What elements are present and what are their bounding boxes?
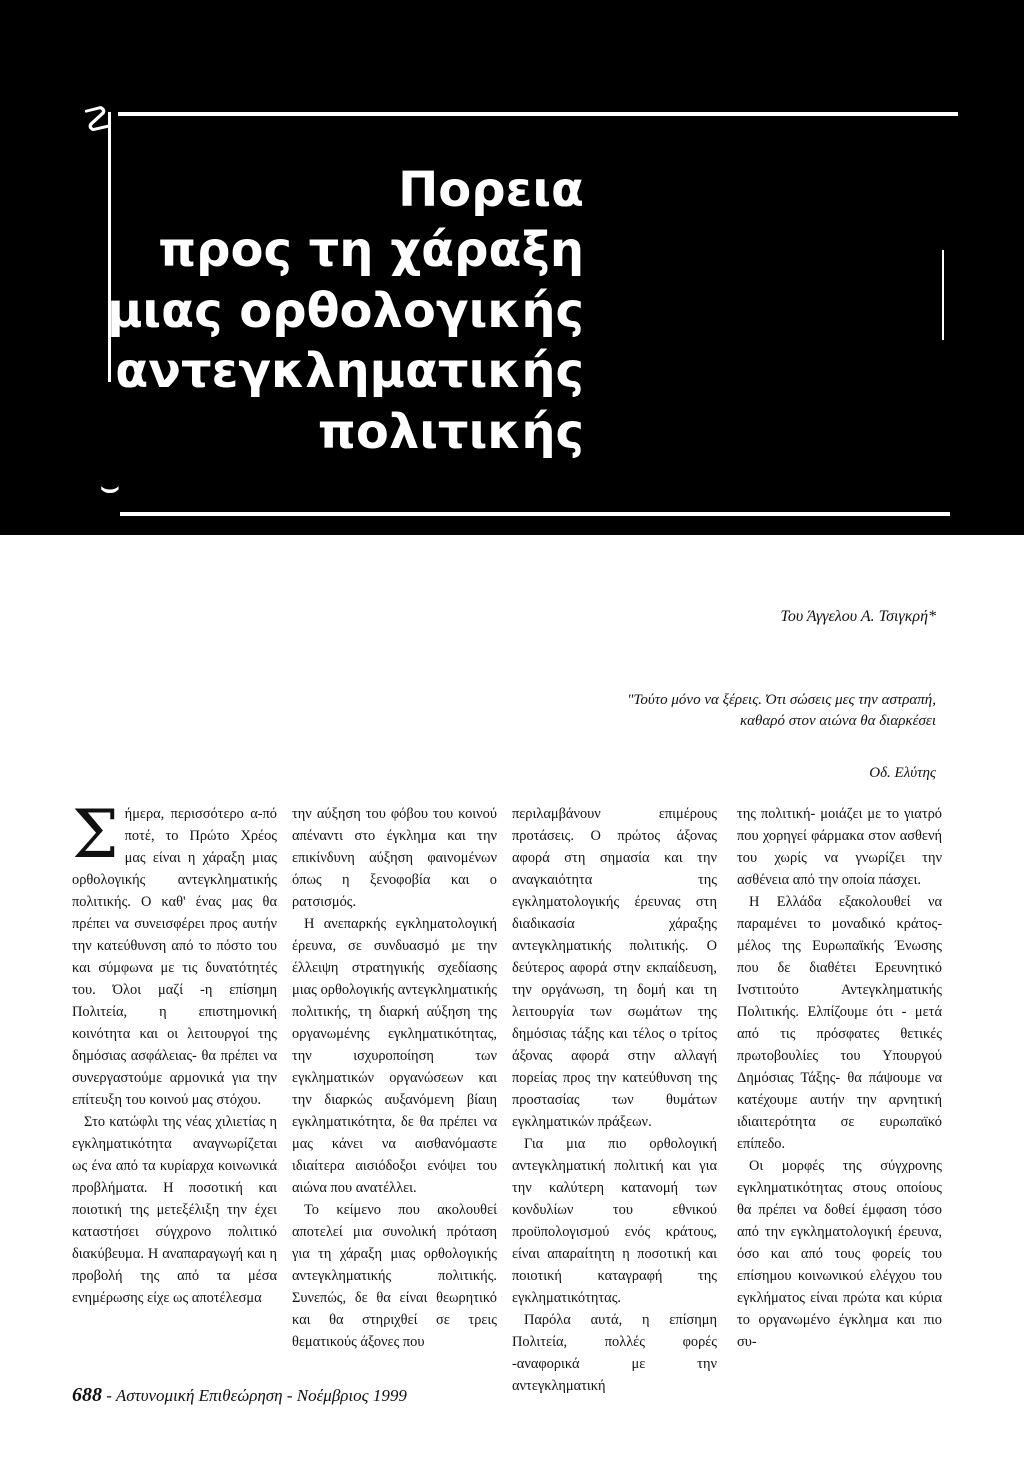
article-title: [107, 160, 584, 462]
text-column-2: [292, 803, 497, 1353]
dropcap: Σ: [72, 796, 119, 873]
title-line: μιας ορθολογικής: [107, 282, 584, 339]
paragraph: Για μια πιο ορθολογική αντεγκληματική πολιτική και για την καλύτερη κατανομή των κονδυλίων του εθνικού προϋπολογισμού ενός κράτους, είναι απαραίτητη η ποσοτική και ποιοτική καταγραφή της εγκληματικότητας.: [512, 1136, 717, 1306]
frame-line: [118, 112, 958, 116]
text-column-4: [737, 803, 942, 1353]
epigraph-quote: [627, 690, 936, 732]
paragraph: την αύξηση του φόβου του κοινού απέναντι στο έγκλημα και την επικίνδυνη αύξηση φαινομένων όπως η ξενοφοβία και ο ρατσισμός.: [292, 806, 497, 910]
page-footer: [72, 1384, 407, 1407]
author-byline: Του Άγγελου Α. Τσιγκρή*: [780, 608, 936, 625]
quote-line: καθαρό στον αιώνα θα διαρκέσει: [739, 713, 936, 729]
ornament-curl-icon: ⌣: [100, 470, 120, 505]
title-line: αντεγκληματικής: [115, 343, 584, 400]
quote-line: "Τούτο μόνο να ξέρεις. Ότι σώσεις μες την αστραπή,: [627, 692, 936, 708]
paragraph: περιλαμβάνουν επιμέρους προτάσεις. Ο πρώτος άξονας αφορά στη σημασία και την αναγκαιότητα της εγκληματολογικής έρευνας στη διαδικασία χάραξης αντεγκληματικής πολιτικής. Ο δεύτερος αφορά στην εκπαίδευση, την οργάνωση, τη δομή και τη λειτουργία των σωμάτων της δημόσιας τάξης και τέλος ο τρίτος άξονας αφορά στην αλλαγή πορείας προς την κατεύθυνση της προστασίας των θυμάτων εγκληματικών πράξεων.: [512, 806, 717, 1130]
paragraph: Παρόλα αυτά, η επίσημη Πολιτεία, πολλές φορές -αναφορικά με την αντεγκληματική: [512, 1312, 717, 1394]
text-column-3: [512, 803, 717, 1397]
paragraph: Η ανεπαρκής εγκληματολογική έρευνα, σε συνδυασμό με την έλλειψη στρατηγικής σχεδίασης μιας ορθολογικής αντεγκληματικής πολιτικής, τη διαρκή αύξηση της οργανωμένης εγκληματικότητας, την ισχυροποίηση των εγκληματικών οργανώσεων και την διαρκώς αυξανόμενη βίαιη εγκληματικότητα, δε θα πρέπει να μας κάνει να αισθανόμαστε ιδιαίτερα αισιόδοξοι ενόψει του αιώνα που ανατέλλει.: [292, 916, 497, 1196]
title-line: προς τη χάραξη: [158, 222, 584, 279]
page-number: 688: [72, 1384, 102, 1406]
ornament-curl-icon: ☡: [82, 100, 113, 140]
paragraph: ήμερα, περισσότερο α-πό ποτέ, το Πρώτο Χρέος μας είναι η χάραξη μιας ορθολογικής αντεγκληματικής πολιτικής. Ο καθ' ένας μας θα πρέπει να συνεισφέρει προς αυτήν την κατεύθυνση από το πόστο του και σύμφωνα με τις δυνατότητές του. Όλοι μαζί -η επίσημη Πολιτεία, η επιστημονική κοινότητα και οι λειτουργοί της δημόσιας ασφάλειας- θα πρέπει να συνεργαστούμε αρμονικά για την επίτευξη του κοινού μας στόχου.: [72, 806, 277, 1108]
title-line: πολιτικής: [317, 403, 584, 460]
paragraph: Οι μορφές της σύγχρονης εγκληματικότητας στους οποίους θα πρέπει να δοθεί έμφαση τόσο από την εγκληματολογική έρευνα, όσο και από τους φορείς του επίσημου κοινωνικού ελέγχου του εγκλήματος είναι πρώτα και κύρια το οργανωμένο έγκλημα και πιο συ-: [737, 1158, 942, 1350]
footer-text: - Αστυνομική Επιθεώρηση - Νοέμβριος 1999: [102, 1386, 407, 1405]
text-column-1: [72, 796, 277, 1309]
paragraph: της πολιτική- μοιάζει με το γιατρό που χορηγεί φάρμακα στον ασθενή του χωρίς να γνωρίζει την ασθένεια από την οποία πάσχει.: [737, 806, 942, 888]
title-banner: [0, 0, 1024, 535]
paragraph: Το κείμενο που ακολουθεί αποτελεί μια συνολική πρόταση για τη χάραξη μιας ορθολογικής αντεγκληματικής πολιτικής. Συνεπώς, δε θα είναι θεωρητικό και θα στηριχθεί σε τρεις θεματικούς άξονες που: [292, 1202, 497, 1350]
quote-source: Οδ. Ελύτης: [869, 765, 936, 781]
frame-line: [120, 512, 950, 516]
frame-line: [942, 250, 944, 340]
paragraph: Η Ελλάδα εξακολουθεί να παραμένει το μοναδικό κράτος-μέλος της Ευρωπαϊκής Ένωσης που δε διαθέτει Ερευνητικό Ινστιτούτο Αντεγκληματικής Πολιτικής. Ελπίζουμε ότι - μετά από τις πρόσφατες θετικές πρωτοβουλίες του Υπουργού Δημόσιας Τάξης- θα πάψουμε να κατέχουμε αυτήν την αρνητική ιδιαιτερότητα σε ευρωπαϊκό επίπεδο.: [737, 894, 942, 1152]
paragraph: Στο κατώφλι της νέας χιλιετίας η εγκληματικότητα αναγνωρίζεται ως ένα από τα κυρίαρχα κοινωνικά προβλήματα. Η ποσοτική και ποιοτική της μετεξέλιξη την έχει καταστήσει σύγχρονο πολιτικό διακύβευμα. Η αναπαραγωγή και η προβολή της από τα μέσα ενημέρωσης είχε ως αποτέλεσμα: [72, 1114, 277, 1306]
title-line: Πορεια: [398, 162, 584, 218]
